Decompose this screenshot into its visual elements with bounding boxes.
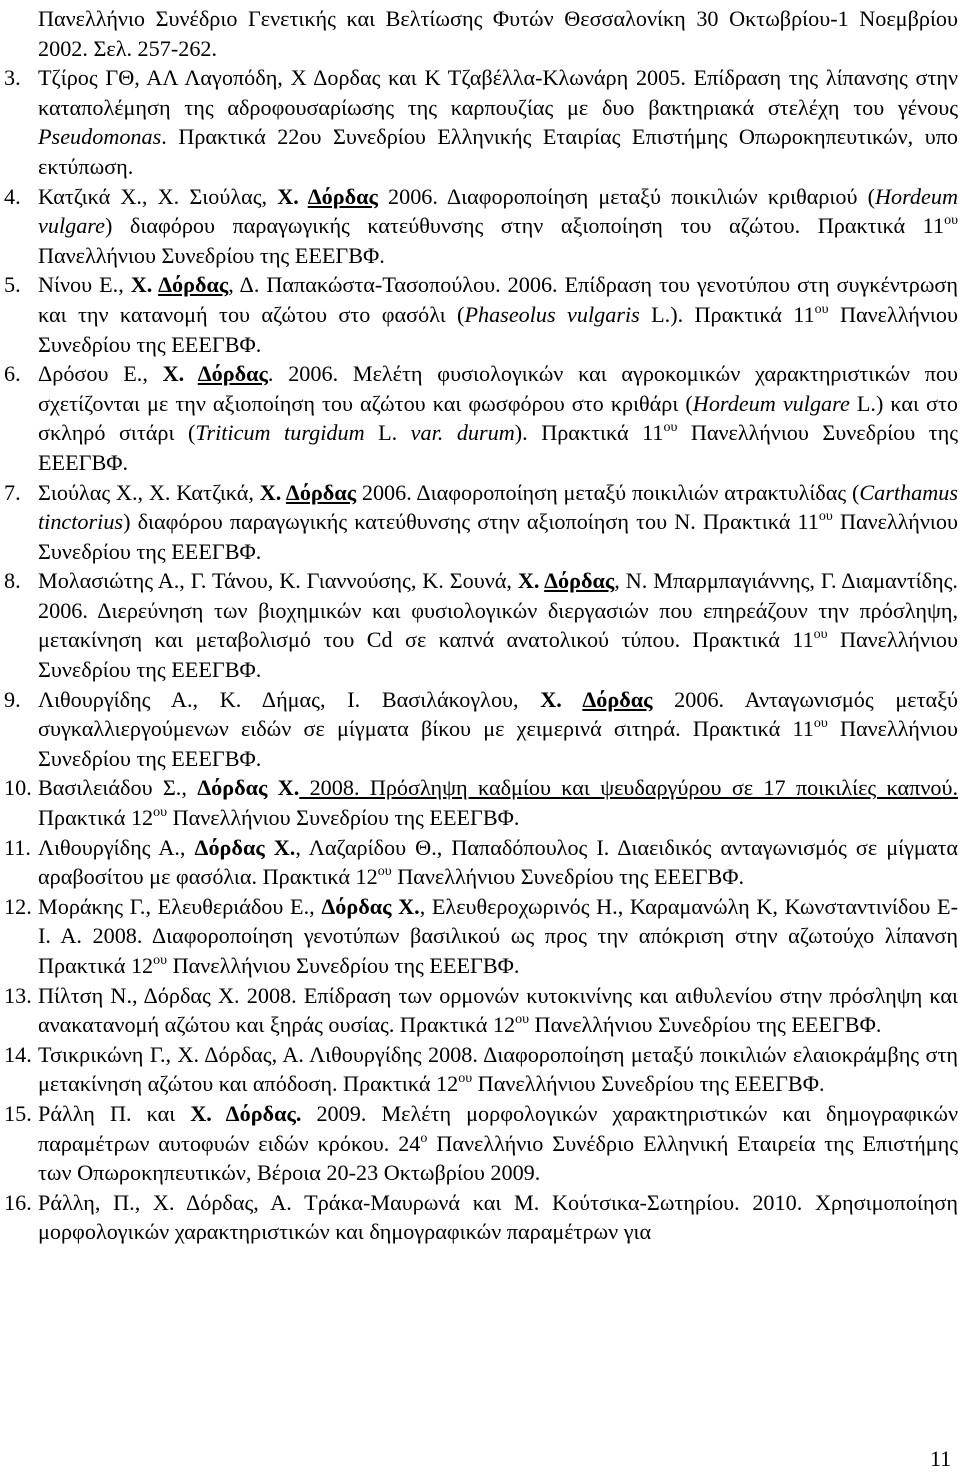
ordinal-superscript: ου (813, 627, 828, 643)
reference-number: 16. (4, 1189, 32, 1215)
ordinal-superscript: ου (153, 953, 168, 968)
reference-text: Πανελλήνιου Συνεδρίου της ΕΕΕΓΒΦ. (472, 1071, 825, 1097)
reference-text: 2006. Διαφοροποίηση μεταξύ ποικιλιών ατρακτυλίδας ( (356, 479, 860, 505)
page-number: 11 (930, 1446, 952, 1471)
ordinal-superscript: ου (663, 420, 678, 436)
reference-item-8 (4, 566, 958, 684)
reference-item-11 (4, 833, 958, 892)
reference-text: Πανελλήνιου Συνεδρίου της ΕΕΕΓΒΦ. (167, 953, 520, 978)
reference-text: L.). Πρακτικά 11 (639, 301, 815, 327)
reference-text: ). Πρακτικά 11 (514, 420, 664, 446)
species-italic: Hordeum vulgare (38, 183, 958, 239)
reference-text: Πανελλήνιου Συνεδρίου της ΕΕΕΓΒΦ. (38, 627, 958, 683)
reference-number: 13. (4, 982, 32, 1008)
reference-text: Πανελλήνιου Συνεδρίου της ΕΕΕΓΒΦ. (391, 864, 745, 890)
author-bold-underlined: Δόρδας (544, 568, 615, 594)
reference-text: Ράλλη, Π., Χ. Δόρδας, Α. Τράκα-Μαυρωνά και Μ. Κούτσικα-Σωτηρίου. 2010. Χρησιμοποίηση μορφολογικών χαρακτηριστικών και δημογραφικών παραμέτρων για (38, 1189, 958, 1245)
reference-number: 12. (4, 893, 32, 919)
reference-text: 2006. Διαφοροποίηση μεταξύ ποικιλιών κριθαριού ( (377, 183, 875, 209)
ordinal-superscript: ου (153, 805, 168, 821)
reference-item-6 (4, 359, 958, 477)
reference-item-13 (4, 981, 958, 1040)
reference-item-12 (4, 892, 958, 981)
reference-continuation (38, 4, 958, 63)
reference-text: Πανελλήνιου Συνεδρίου της ΕΕΕΓΒΦ. (38, 509, 958, 564)
ordinal-superscript: ου (377, 864, 392, 880)
reference-text: Σιούλας Χ., Χ. Κατζικά, (38, 479, 260, 505)
reference-text-underlined: 2008. Πρόσληψη καδμίου και ψευδαργύρου σε 17 ποικιλίες καπνού. (299, 775, 958, 801)
reference-number: 11. (4, 834, 31, 860)
species-italic: Carthamus tinctorius (38, 479, 958, 535)
species-italic: Hordeum vulgare (692, 390, 850, 416)
reference-text: Πανελλήνιου Συνεδρίου της ΕΕΕΓΒΦ. (529, 1012, 882, 1038)
species-italic: var. durum (410, 420, 515, 446)
reference-item-15 (4, 1099, 958, 1188)
reference-number: 8. (4, 568, 21, 594)
reference-number: 15. (4, 1100, 32, 1126)
author-bold: Χ. (130, 272, 159, 298)
reference-item-7 (4, 478, 958, 567)
reference-item-10 (4, 773, 958, 832)
reference-text: , Λαζαρίδου Θ., Παπαδόπουλος Ι. Διαειδικός ανταγωνισμός σε μίγματα αραβοσίτου με φασόλια. Πρακτικά 12 (38, 834, 958, 890)
reference-text: Πανελλήνιου Συνεδρίου της ΕΕΕΓΒΦ. (38, 242, 385, 268)
author-bold: Χ. (259, 479, 286, 505)
reference-text: 2009. Μελέτη μορφολογικών χαρακτηριστικών και δημογραφικών παραμέτρων αυτοφυών ειδών κρόκου. 24 (38, 1100, 958, 1156)
reference-text: Πανελλήνιο Συνέδριο Ελληνική Εταιρεία της Επιστήμης των Οπωροκηπευτικών, Βέροια 20-23 Οκτωβρίου 2009. (38, 1130, 958, 1186)
reference-text: Πανελλήνιου Συνεδρίου της ΕΕΕΓΒΦ. (38, 301, 958, 357)
reference-item-4 (4, 182, 958, 271)
author-bold-underlined: Δόρδας (197, 361, 268, 387)
reference-text: 2006. Ανταγωνισμός μεταξύ συγκαλλιεργούμενων ειδών σε μίγματα βίκου με χειμερινά σιτηρά. Πρακτικά 11 (38, 686, 958, 742)
reference-text: . 2006. Μελέτη φυσιολογικών και αγροκομικών χαρακτηριστικών που σχετίζονται με την αξιοποίηση του αζώτου και φωσφόρου στο κριθάρι ( (38, 361, 958, 416)
reference-text: , Δ. Παπακώστα-Τασοπούλου. 2006. Επίδραση του γενοτύπου στη συγκέντρωση και την κατανομή του αζώτου στο φασόλι ( (38, 272, 958, 327)
reference-number: 14. (4, 1041, 32, 1067)
author-bold: Χ. (517, 568, 545, 594)
reference-text: Τσικρικώνη Γ., Χ. Δόρδας, Α. Λιθουργίδης 2008. Διαφοροποίηση μεταξύ ποικιλιών ελαιοκράμβης στη μετακίνηση αζώτου και απόδοση. Πρακτικά 12 (38, 1041, 958, 1097)
ordinal-superscript: ου (818, 509, 833, 525)
reference-text: Πανελλήνιου Συνεδρίου της ΕΕΕΓΒΦ. (38, 716, 958, 771)
reference-text: Πρακτικά 12 (38, 805, 154, 831)
reference-text: . Πρακτικά 22ου Συνεδρίου Ελληνικής Εταιρίας Επιστήμης Οπωροκηπευτικών, υπο εκτύπωση. (38, 124, 958, 179)
reference-text: , Ελευθεροχωρινός Η., Καραμανώλη Κ, Κωνσταντινίδου Ε-Ι. Α. 2008. Διαφοροποίηση γενοτύπων βασιλικού ως προς την απόκριση στην αζωτούχο λίπανση Πρακτικά 12 (38, 893, 958, 978)
species-italic: Triticum turgidum (195, 420, 365, 446)
author-bold-underlined: Δόρδας (307, 183, 378, 209)
author-bold: Χ. (277, 183, 308, 209)
reference-text: L.) και στο σκληρό σιτάρι ( (38, 390, 958, 446)
reference-item-3 (4, 63, 958, 181)
reference-text: Μολασιώτης Α., Γ. Τάνου, Κ. Γιαννούσης, Κ. Σουνά, (38, 568, 518, 594)
species-italic: Pseudomonas (38, 124, 162, 150)
author-bold: Χ. (540, 686, 583, 712)
reference-text: ) διαφόρου παραγωγικής κατεύθυνσης στην αξιοποίηση του αζώτου. Πρακτικά 11 (104, 213, 945, 239)
reference-text: Πανελλήνιου Συνεδρίου της ΕΕΕΓΒΦ. (38, 420, 958, 475)
reference-text: ) διαφόρου παραγωγικής κατεύθυνσης στην αξιοποίηση του Ν. Πρακτικά 11 (123, 509, 819, 535)
reference-item-5 (4, 270, 958, 359)
reference-item-14 (4, 1040, 958, 1099)
reference-item-9 (4, 685, 958, 774)
reference-text: Βασιλειάδου Σ., (38, 775, 198, 801)
species-italic: Phaseolus vulgaris (464, 301, 640, 327)
reference-number: 10. (4, 775, 32, 801)
author-bold: Δόρδας Χ. (321, 893, 420, 919)
ordinal-superscript: ο (420, 1130, 428, 1146)
reference-text: Λιθουργίδης Α., (38, 834, 195, 860)
reference-text: Πανελλήνιου Συνεδρίου της ΕΕΕΓΒΦ. (167, 805, 520, 831)
reference-number: 6. (4, 361, 21, 387)
reference-number: 5. (4, 272, 21, 298)
reference-item-16 (4, 1188, 958, 1247)
reference-number: 4. (4, 183, 21, 209)
author-bold-underlined: Δόρδας (582, 686, 653, 712)
ordinal-superscript: ου (458, 1071, 473, 1087)
reference-number: 9. (4, 686, 21, 712)
reference-text: Δρόσου Ε., (38, 361, 163, 387)
ordinal-superscript: ου (515, 1012, 529, 1028)
author-bold: Χ. Δόρδας. (190, 1100, 302, 1126)
author-bold-underlined: Δόρδας (285, 479, 357, 505)
ordinal-superscript: ου (813, 716, 828, 732)
reference-text: Λιθουργίδης Α., Κ. Δήμας, Ι. Βασιλάκογλου, (38, 686, 541, 712)
author-bold: Δόρδας Χ. (194, 834, 296, 860)
reference-text: Ράλλη Π. και (38, 1100, 191, 1126)
ordinal-superscript: ου (944, 213, 958, 229)
reference-text: , Ν. Μπαρμπαγιάννης, Γ. Διαμαντίδης. 2006. Διερεύνηση των βιοχημικών και φυσιολογικών διεργασιών που επηρεάζουν την πρόσληψη, μετακίνηση και μεταβολισμό του Cd σε καπνά ανατολικού τύπου. Πρακτικά 11 (38, 568, 958, 653)
reference-text: Κατζικά Χ., Χ. Σιούλας, (38, 183, 278, 209)
reference-text: Πίλτση Ν., Δόρδας Χ. 2008. Επίδραση των ορμονών κυτοκινίνης και αιθυλενίου στην πρόσληψη και ανακατανομή αζώτου και ξηράς ουσίας. Πρακτικά 12 (38, 982, 958, 1038)
author-bold: Χ. (162, 361, 198, 387)
reference-number: 3. (4, 65, 21, 91)
ordinal-superscript: ου (814, 301, 829, 317)
reference-text: L. (364, 420, 411, 446)
author-bold-underlined: Δόρδας (158, 272, 229, 298)
author-bold: Δόρδας Χ. (197, 775, 300, 801)
reference-number: 7. (4, 479, 21, 505)
reference-text: Τζίρος ΓΘ, ΑΛ Λαγοπόδη, Χ Δορδας και Κ Τζαβέλλα-Κλωνάρη 2005. Επίδραση της λίπανσης στην καταπολέμηση της αδροφουσαρίωσης της καρπουζίας με δυο βακτηριακά στελέχη του γένους (38, 65, 958, 120)
reference-text: Νίνου Ε., (38, 272, 131, 298)
reference-text: Μοράκης Γ., Ελευθεριάδου Ε., (38, 893, 322, 919)
reference-text: Πανελλήνιο Συνέδριο Γενετικής και Βελτίωσης Φυτών Θεσσαλονίκη 30 Οκτωβρίου-1 Νοεμβρίου 2002. Σελ. 257-262. (38, 6, 958, 61)
